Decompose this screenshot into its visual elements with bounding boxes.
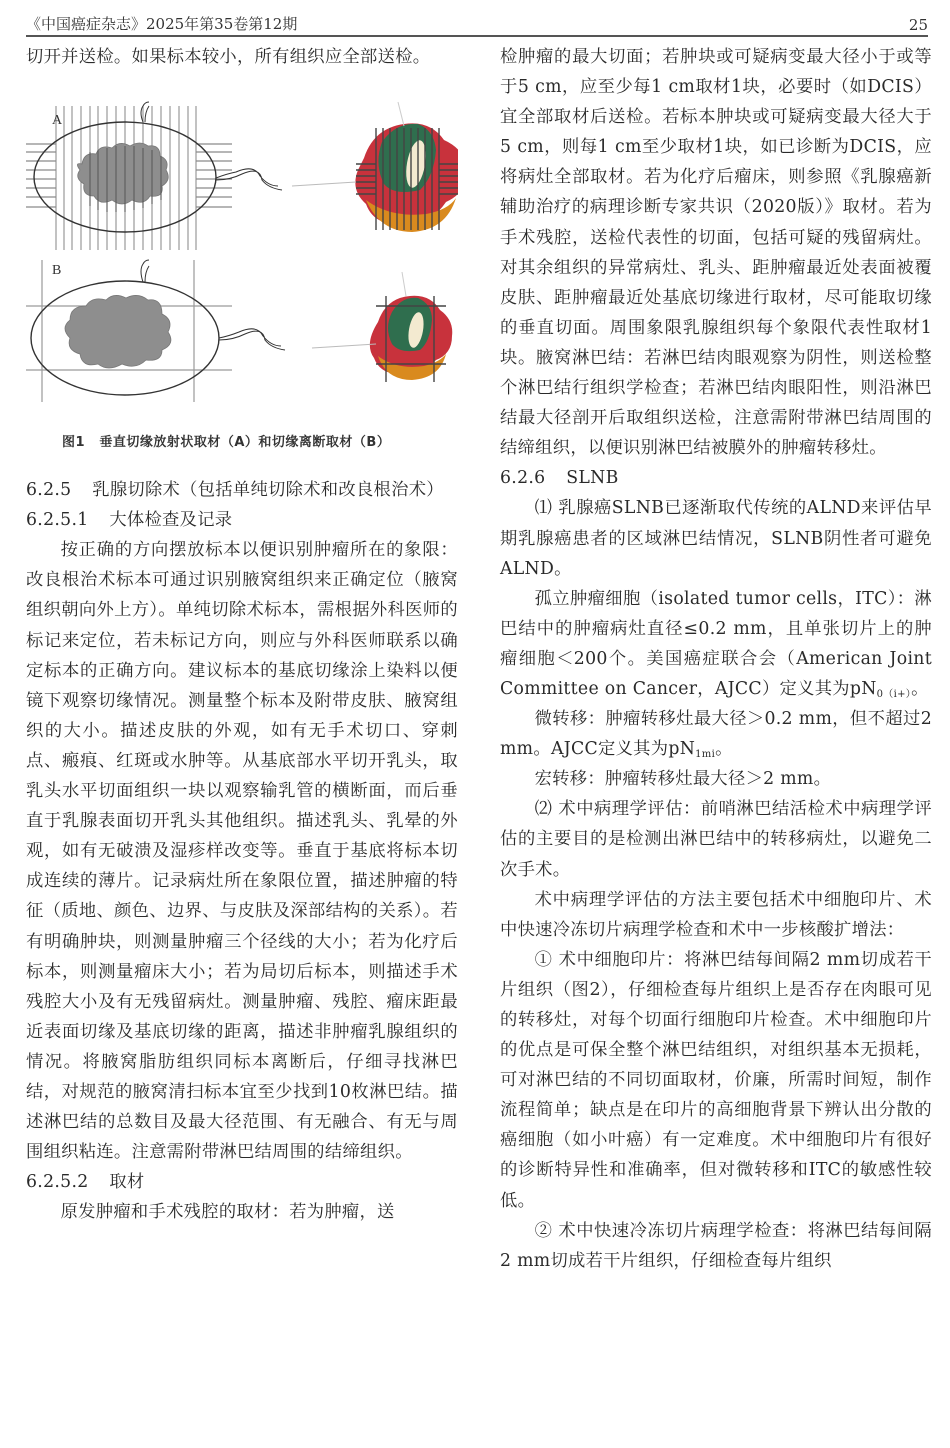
panel-b-suture-top (141, 260, 149, 282)
panel-a-label: A (52, 113, 63, 129)
panel-a-diagram (26, 102, 282, 250)
journal-title: 《中国癌症杂志》2025年第35卷第12期 (26, 15, 298, 33)
section-number: 6.2.5.1 (26, 510, 89, 531)
paragraph-macrometastasis: 宏转移：肿瘤转移灶最大径＞2 mm。 (534, 769, 832, 790)
left-column (26, 42, 458, 1227)
micro-end: 。 (715, 739, 733, 760)
paragraph-sampling: 原发肿瘤和手术残腔的取材：若为肿瘤，送 (60, 1202, 395, 1223)
page-number: 25 (908, 16, 928, 34)
panel-b-tumor (65, 296, 171, 369)
section-title: 大体检查及记录 (109, 510, 233, 531)
paragraph-micrometastasis (500, 704, 932, 764)
panel-a-suture-side (216, 169, 282, 190)
section-title: 乳腺切除术（包括单纯切除术和改良根治术） (92, 480, 444, 501)
panel-a-specimen-photo (292, 102, 458, 232)
paragraph-itc-definition (500, 584, 932, 704)
figure-1-illustration (26, 82, 458, 422)
paragraph-frozen-section: ② 术中快速冷冻切片病理学检查：将淋巴结每间隔2 mm切成若干片组织，仔细检查每片组织 (500, 1220, 932, 1271)
right-column (500, 42, 932, 1276)
figure-1 (26, 82, 458, 467)
section-heading-6-2-5 (26, 475, 458, 505)
panel-b-label: B (52, 263, 62, 279)
micro-text: 微转移：肿瘤转移灶最大径＞0.2 mm，但不超过2 mm。AJCC定义其为pN (500, 709, 932, 760)
intro-paragraph: 切开并送检。如果标本较小，所有组织应全部送检。 (26, 47, 431, 67)
paragraph-intraop-eval: ⑵ 术中病理学评估：前哨淋巴结活检术中病理学评估的主要目的是检测出淋巴结中的转移病灶，以避免二次手术。 (500, 799, 932, 880)
header-rule (26, 35, 928, 37)
panel-b-specimen-photo (312, 272, 452, 382)
paragraph-slnb-intro: ⑴ 乳腺癌SLNB已逐渐取代传统的ALND来评估早期乳腺癌患者的区域淋巴结情况，SLNB阴性者可避免ALND。 (500, 498, 932, 579)
section-number: 6.2.5 (26, 480, 72, 501)
itc-end: 。 (911, 678, 929, 699)
paragraph-gross-exam: 按正确的方向摆放标本以便识别肿瘤所在的象限：改良根治术标本可通过识别腋窝组织来正确定位（腋窝组织朝向外上方）。单纯切除术标本，需根据外科医师的标记来定位，若未标记方向，则应与外科医师联系以确定标本的正确方向。建议标本的基底切缘涂上染料以便镜下观察切缘情况。测量整个标本及附带皮肤、腋窝组织的大小。描述皮肤的外观，如有无手术切口、穿刺点、瘢痕、红斑或水肿等。从基底部水平切开乳头，取乳头水平切面组织一块以观察输乳管的横断面，而后垂直于乳腺表面切开乳头其他组织。描述乳头、乳晕的外观，如有无破溃及湿疹样改变等。垂直于基底将标本切成连续的薄片。记录病灶所在象限位置，描述肿瘤的特征（质地、颜色、边界、与皮肤及深部结构的关系）。若有明确肿块，则测量肿瘤三个径线的大小；若为化疗后标本，则测量瘤床大小；若为局切后标本，则描述手术残腔大小及有无残留病灶。测量肿瘤、残腔、瘤床距最近表面切缘及基底切缘的距离，描述非肿瘤乳腺组织的情况。将腋窝脂肪组织同标本离断后，仔细寻找淋巴结，对规范的腋窝清扫标本宜至少找到10枚淋巴结。描述淋巴结的总数目及最大径范围、有无融合、有无与周围组织粘连。注意需附带淋巴结周围的结缔组织。 (26, 540, 458, 1163)
section-heading-6-2-5-2 (26, 1167, 458, 1197)
figure-number: 图1 (62, 435, 86, 451)
section-title: 取材 (109, 1172, 145, 1193)
section-number: 6.2.6 (500, 468, 546, 489)
figure-caption (62, 428, 390, 458)
section-title: SLNB (566, 468, 619, 489)
paragraph-intraop-methods: 术中病理学评估的方法主要包括术中细胞印片、术中快速冷冻切片病理学检查和术中一步核酸扩增法： (500, 889, 932, 940)
micro-subscript: 1mi (695, 749, 716, 761)
section-number: 6.2.5.2 (26, 1172, 89, 1193)
paragraph-touch-imprint: ① 术中细胞印片：将淋巴结每间隔2 mm切成若干片组织（图2），仔细检查每片组织上是否存在肉眼可见的转移灶，对每个切面行细胞印片检查。术中细胞印片的优点是可保全整个淋巴结组织，对组织基本无损耗，可对淋巴结的不同切面取材，价廉，所需时间短，制作流程简单；缺点是在印片的高细胞背景下辨认出分散的癌细胞（如小叶癌）有一定难度。术中细胞印片有很好的诊断特异性和准确率，但对微转移和ITC的敏感性较低。 (500, 949, 932, 1211)
panel-a-tumor (77, 143, 168, 204)
itc-subscript: 0（i+） (876, 688, 912, 700)
panel-b-diagram (26, 260, 285, 402)
panel-b-suture-side (219, 329, 285, 350)
running-header (26, 10, 928, 34)
panel-a-suture-top (141, 102, 149, 122)
itc-text: 孤立肿瘤细胞（isolated tumor cells，ITC）：淋巴结中的肿瘤病灶直径≤0.2 mm，且单张切片上的肿瘤细胞＜200个。美国癌症联合会（American Joint Committee on Cancer，AJCC）定义其为pN (500, 588, 932, 699)
section-heading-6-2-5-1 (26, 505, 458, 535)
paragraph-sampling-continued: 检肿瘤的最大切面；若肿块或可疑病变最大径小于或等于5 cm，应至少每1 cm取材1块，必要时（如DCIS）宜全部取材后送检。若标本肿块或可疑病变最大径大于5 cm，则每1 cm至少取材1块，如已诊断为DCIS，应将病灶全部取材。若为化疗后瘤床，则参照《乳腺癌新辅助治疗的病理诊断专家共识（2020版）》取材。若为手术残腔，送检代表性的切面，包括可疑的残留病灶。对其余组织的异常病灶、乳头、距肿瘤最近处表面被覆皮肤、距肿瘤最近处基底切缘进行取材，尽可能取切缘的垂直切面。周围象限乳腺组织每个象限代表性取材1块。腋窝淋巴结：若淋巴结肉眼观察为阴性，则送检整个淋巴结行组织学检查；若淋巴结肉眼阳性，则沿淋巴结最大径剖开后取组织送检，注意需附带淋巴结周围的结缔组织，以便识别淋巴结被膜外的肿瘤转移灶。 (500, 47, 932, 459)
figure-caption-text: 垂直切缘放射状取材（A）和切缘离断取材（B） (99, 435, 391, 451)
section-heading-6-2-6 (500, 463, 932, 493)
